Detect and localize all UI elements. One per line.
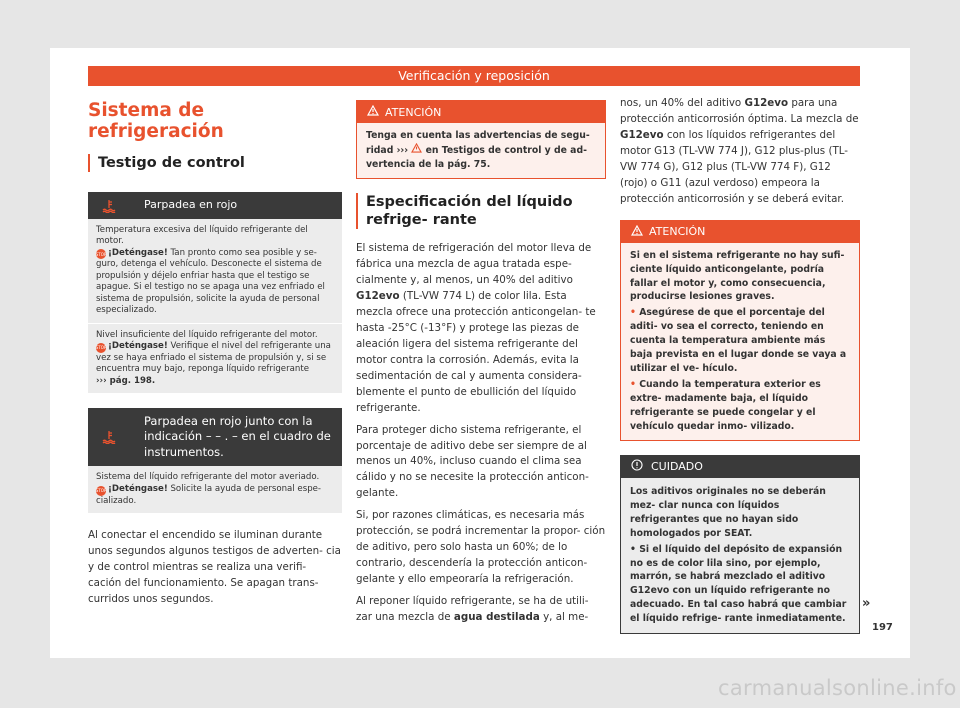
indicator-header-2: [88, 408, 342, 467]
stop-icon: STOP: [96, 249, 106, 259]
stop-icon: STOP: [96, 486, 106, 496]
warning-triangle-icon: [411, 145, 422, 156]
warning-text: [357, 123, 605, 178]
warning-label: ATENCIÓN: [649, 225, 706, 239]
indicator-label: Parpadea en rojo junto con la indicación – – . – en el cuadro de instrumentos.: [144, 413, 331, 459]
column-middle: [356, 100, 606, 632]
watermark: carmanualsonline.info: [718, 676, 957, 700]
warning-text-part: Tenga en cuenta las advertencias de segu- ridad ›››: [366, 130, 590, 156]
indicator-instructions: Solicite la ayuda de personal espe- cializado.: [96, 483, 322, 506]
body-paragraph: Al reponer líquido refrigerante, se ha de utili- zar una mezcla de agua destilada y, al me-: [356, 595, 589, 624]
stop-warning: ¡Deténgase!: [108, 341, 168, 351]
column-left: [88, 100, 342, 614]
section-heading: Especificación del líquido refrige- rante: [356, 193, 606, 229]
indicator-cause: Nivel insuficiente del líquido refrigerante del motor.: [96, 329, 318, 340]
warning-item: • Asegúrese de que el porcentaje del aditi- vo sea el correcto, teniendo en cuenta la temperatura ambiente más baja prevista en el lugar donde se vaya a utilizar el ve- hículo.: [630, 307, 847, 375]
indicator-description: [88, 219, 342, 324]
body-paragraph: Si, por razones climáticas, es necesaria más protección, se podrá incrementar la propor- ción de aditivo, pero solo hasta un 60%; de lo contrario, descendería la protección anticon- gelante y ello empeoraría la refrigeración.: [356, 509, 606, 586]
section-title: Sistema de refrigeración: [88, 100, 224, 142]
caution-header: [621, 456, 859, 478]
caution-label: CUIDADO: [651, 460, 703, 474]
caution-item: • Si el líquido del depósito de expansión no es de color lila sino, por ejemplo, marrón, se habrá mezclado el aditivo G12evo con un líquido refrigerante no adecuado. En tal caso habrá que cambiar el líquido refrige- rante inmediatamente.: [630, 543, 847, 625]
indicator-description: [88, 466, 342, 514]
warning-header: [357, 101, 605, 123]
body-paragraph: nos, un 40% del aditivo G12evo para una protección anticorrosión óptima. La mezcla de G12evo con los líquidos refrigerantes del motor G13 (TL-VW 774 J), G12 plus-plus (TL- VW 774 G), G12 plus (TL-VW 774 F), G12 (rojo) o G11 (azul verdoso) empeora la protección anticorrosión y se deberá evitar.: [620, 97, 859, 205]
stop-warning: ¡Deténgase!: [108, 247, 168, 258]
warning-text: [621, 243, 859, 440]
body-paragraph: Al conectar el encendido se iluminan durante unos segundos algunos testigos de adverten- cia y de control mientras se realiza una verifi- cación del funcionamiento. Se apagan trans- curridos unos segundos.: [88, 528, 341, 605]
caution-box: [620, 455, 860, 634]
coolant-icon: [88, 430, 130, 444]
page-reference-link[interactable]: ››› pág. 198.: [96, 375, 156, 386]
warning-header: [621, 221, 859, 243]
indicator-label: Parpadea en rojo: [144, 198, 238, 212]
warning-box: [356, 100, 606, 179]
caution-intro: Los aditivos originales no se deberán mez- clar nunca con líquidos refrigerantes que no hayan sido homologados por SEAT.: [630, 485, 826, 539]
coolant-icon: [88, 199, 130, 213]
warning-label: ATENCIÓN: [385, 105, 442, 119]
stop-icon: STOP: [96, 343, 106, 353]
indicator-cause: Temperatura excesiva del líquido refrigerante del motor.: [96, 224, 308, 247]
warning-box: [620, 220, 860, 441]
section-subtitle: Testigo de control: [88, 154, 342, 172]
warning-triangle-icon: [367, 105, 379, 119]
indicator-description: [88, 324, 342, 394]
page-header: Verificación y reposición: [88, 66, 860, 86]
warning-triangle-icon: [631, 225, 643, 239]
warning-intro: Si en el sistema refrigerante no hay sufi- ciente líquido anticongelante, podría fallar el motor y, como consecuencia, producirse lesiones graves.: [630, 249, 845, 303]
indicator-instructions: Tan pronto como sea posible y se- guro, detenga el vehículo. Desconecte el sistema de propulsión y déjelo enfriar hasta que el testigo se apague. Si el testigo no se apaga una vez enfriado el sistema de propulsión, solicite la ayuda de personal especializado.: [96, 247, 325, 316]
body-paragraph: Para proteger dicho sistema refrigerante, el porcentaje de aditivo debe ser siempre de al menos un 40%, incluso cuando el clima sea cálido y no se necesite la protección anticon- gelante.: [356, 423, 589, 500]
stop-warning: ¡Deténgase!: [108, 483, 168, 494]
warning-item: • Cuando la temperatura exterior es extre- madamente baja, el líquido refrigerante se puede congelar y el vehículo quedar inmo- vilizado.: [630, 379, 821, 432]
indicator-cause: Sistema del líquido refrigerante del motor averiado.: [96, 472, 320, 483]
indicator-instructions: Verifique el nivel del refrigerante una vez se haya enfriado el sistema de propulsión y, si se encuentra muy bajo, reponga líquido refrigerante: [96, 341, 331, 375]
info-circle-icon: [631, 459, 643, 474]
page-number: 197: [872, 622, 893, 633]
continue-arrow: »: [862, 596, 871, 611]
indicator-header-1: [88, 192, 342, 219]
caution-text: [621, 478, 859, 633]
column-right: [620, 96, 860, 634]
body-paragraph: El sistema de refrigeración del motor lleva de fábrica una mezcla de agua tratada espe- cialmente y, al menos, un 40% del aditivo G12evo (TL-VW 774 L) de color lila. Esta mezcla ofrece una protección anticongelan- te hasta -25°C (-13°F) y protege las piezas de aleación ligera del sistema refrigerante del motor contra la corrosión. Además, evita la sedimentación de cal y aumenta considera- blemente el punto de ebullición del líquido refrigerante.: [356, 242, 596, 414]
warning-link[interactable]: en Testigos de control y de ad- vertencia de la pág. 75.: [366, 144, 587, 170]
